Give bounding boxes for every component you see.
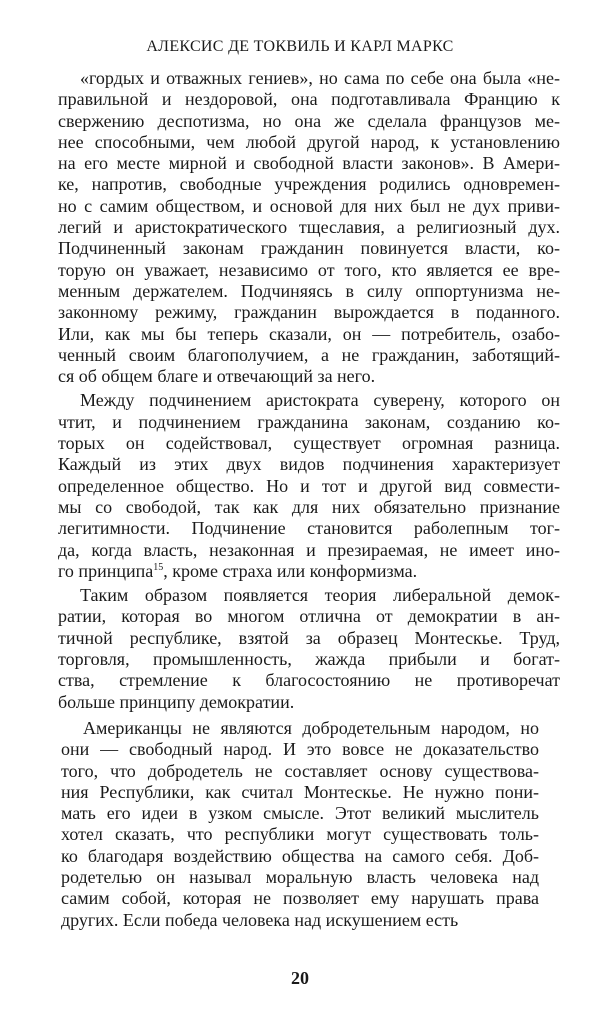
text-line: го принципа$^{15}$, кроме страха или конформизма. [58,560,418,581]
page-body [58,68,560,931]
text-line: чтит, и подчинением гражданина законам, созданию ко- [58,411,560,432]
text-line: «гордых и отважных гениев», но сама по себе она была «не- [80,68,560,88]
text-line: легий и аристократического тщеславия, а религиозный дух. [58,217,560,238]
text-line: Подчиненный законам гражданин повинуется власти, ко- [58,238,560,259]
text-line: легитимности. Подчинение становится раболепным тог- [58,518,560,539]
text-line: Каждый из этих двух видов подчинения характеризует [58,454,560,475]
running-header: АЛЕКСИС ДЕ ТОКВИЛЬ И КАРЛ МАРКС [146,38,454,55]
text-line: других. Если победа человека над искушением есть [61,909,459,930]
text-line: того, что добродетель не составляет основу существова- [61,760,539,781]
paragraph-1 [58,68,560,387]
text-line: ся об общем благе и отвечающий за него. [58,366,376,387]
text-line: торых он содействовал, существует огромная разница. [58,433,560,454]
text-line: ратии, которая во многом отлична от демократии в ан- [58,606,560,627]
text-line: правильной и нездоровой, она подготавливала Францию к [58,89,560,110]
text-line: на его месте мирной и свободной власти законов». В Амери- [58,153,560,174]
text-line: самим собой, которая не позволяет ему нарушать права [61,888,539,909]
paragraph-3 [58,585,560,713]
text-line: менным держателем. Подчиняясь в силу оппортунизма не- [58,280,560,301]
text-line: хотел сказать, что республики могут существовать толь- [61,824,539,845]
text-line: ке, напротив, свободные учреждения родились одновремен- [58,174,560,195]
page-number: 20 [291,968,309,988]
text-line: Таким образом появляется теория либеральной демок- [80,585,560,606]
text-line: ства, стремление к благосостоянию не противоречат [58,670,560,691]
text-line: Или, как мы бы теперь сказали, он — потребитель, озабо- [58,323,560,344]
text-line: но с самим обществом, и основой для них был не дух приви- [58,195,560,216]
text-line: законному режиму, гражданин вырождается в поданного. [58,302,560,323]
block-quote [61,718,539,931]
text-line: ния Республики, как считал Монтескье. Не нужно пони- [61,781,539,802]
text-line: мать его идеи в узком смысле. Этот великий мыслитель [61,803,539,824]
text-line: свержению деспотизма, но она же сделала французов ме- [58,110,560,131]
text-line: торговля, промышленность, жажда прибыли и богат- [58,649,560,670]
text-line: Между подчинением аристократа суверену, которого он [80,390,560,411]
text-fragment: кроме страха или конформизма. [172,560,418,581]
text-line: Американцы не являются добродетельным народом, но [83,717,539,738]
text-fragment: го принципа [58,560,154,581]
text-line: мы со свободой, так как для них обязательно признание [58,496,560,517]
text-line: они — свободный народ. И это вовсе не доказательство [61,739,539,760]
text-line: ко благодаря воздействию общества на самого себя. Доб- [61,845,539,866]
footnote-ref[interactable]: 15 [153,561,164,573]
text-line: нее способными, чем любой другой народ, к установлению [58,131,560,152]
paragraph-2 [58,390,560,582]
text-line: определенное общество. Но и тот и другой вид совмести- [58,475,560,496]
text-line: больше принципу демократии. [58,691,295,712]
text-line: торую он уважает, независимо от того, кто является ее вре- [58,259,560,280]
text-line: ченный своим благополучием, а не гражданин, заботящий- [58,344,560,365]
text-line: да, когда власть, незаконная и презираемая, не имеет ино- [58,539,560,560]
text-line: родетелью он называл моральную власть человека над [61,866,539,887]
text-line: тичной республике, взятой за образец Монтескье. Труд, [58,627,560,648]
